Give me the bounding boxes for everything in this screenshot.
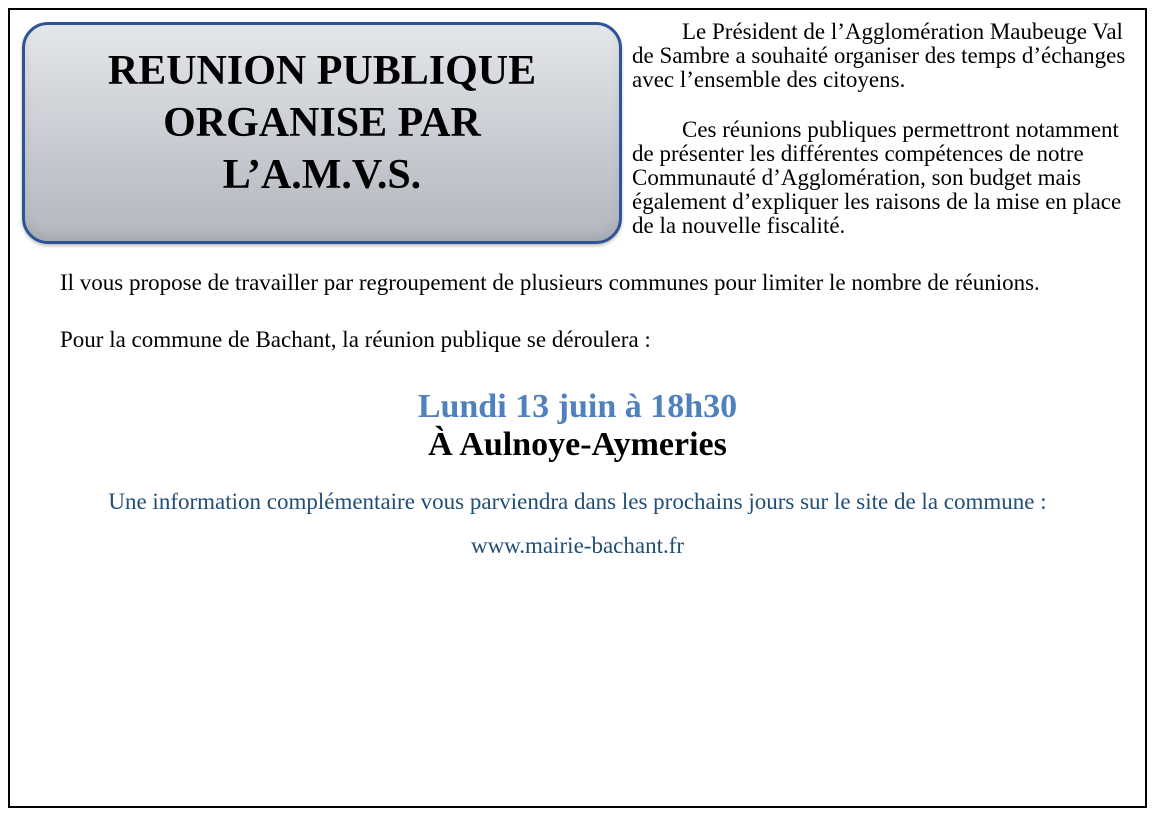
title-box: [22, 22, 622, 244]
document-content: [10, 10, 1145, 559]
title-line-2: ORGANISE PAR: [163, 100, 481, 146]
paragraph-president: Le Président de l’Agglomération Maubeuge Val de Sambre a souhaité organiser des temps d’échanges avec l’ensemble des citoyens.: [632, 19, 1126, 92]
info-text: Une information complémentaire vous parviendra dans les prochains jours sur le site de la commune :: [108, 489, 1047, 514]
event-date: Lundi 13 juin à 18h30: [417, 388, 738, 425]
title-line-3: L’A.M.V.S.: [222, 152, 422, 198]
paragraph-meetings: Ces réunions publiques permettront notamment de présenter les différentes compétences de notre Communauté d’Agglomération, son budget mais également d’expliquer les raisons de la mise en place de la nouvelle fiscalité.: [632, 117, 1122, 238]
paragraph-bachant: Pour la commune de Bachant, la réunion publique se déroulera :: [60, 327, 651, 352]
event-place: À Aulnoye-Aymeries: [428, 426, 727, 463]
title-heading: [108, 45, 536, 201]
title-line-1: REUNION PUBLIQUE: [107, 48, 537, 94]
website-link[interactable]: www.mairie-bachant.fr: [470, 533, 685, 558]
paragraph-grouping: Il vous propose de travailler par regroupement de plusieurs communes pour limiter le nombre de réunions.: [60, 270, 1040, 295]
